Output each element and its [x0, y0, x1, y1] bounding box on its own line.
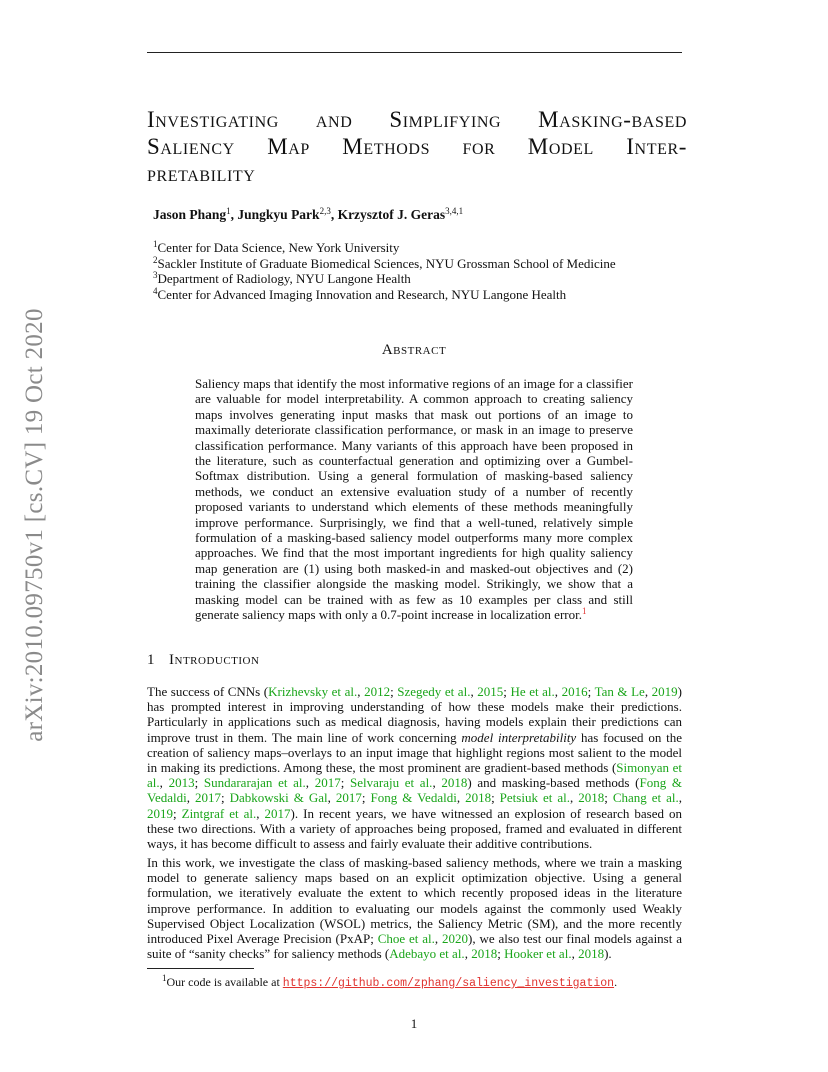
- emphasis-text: model interpretability: [461, 729, 577, 745]
- footnote-rule: [147, 968, 254, 969]
- paragraph-text: ;: [220, 790, 230, 806]
- footnote-link[interactable]: [582, 607, 587, 622]
- author-affil-mark: 3,4,1: [445, 206, 464, 216]
- paragraph-text: ), we also test our final models against a suite of “sanity checks” for saliency methods (: [147, 931, 682, 962]
- citation-link[interactable]: 2019: [651, 684, 678, 699]
- citation-link[interactable]: 2018: [471, 946, 498, 962]
- title-line: Investigating and Simplifying Masking-based: [147, 107, 687, 132]
- citation-link[interactable]: Krizhevsky et al.: [268, 684, 358, 699]
- citation-link[interactable]: 2017: [264, 805, 291, 821]
- citation-link[interactable]: 2012: [364, 684, 391, 699]
- title-line: pretability: [147, 161, 256, 186]
- paragraph-text: ,: [432, 775, 442, 791]
- citation-link[interactable]: Simonyan et al.: [147, 760, 682, 791]
- footnote-mark: 1: [581, 606, 587, 617]
- citation-link[interactable]: 2017: [335, 790, 362, 806]
- paragraph-text: ,: [456, 790, 466, 806]
- affiliation-mark: 2: [153, 254, 158, 265]
- paragraph-text: ;: [390, 684, 398, 699]
- paragraph-text: ).: [604, 946, 612, 962]
- citation-link[interactable]: 2018: [578, 946, 605, 962]
- paragraph-text: ) and masking-based methods (: [467, 775, 640, 791]
- paragraph-text: ,: [644, 684, 652, 699]
- paragraph-text: ) has prompted interest in improving understanding of how these models make their predictions. Particularly in applications such as medical diagnosis, having models explain their predictions can improve trust in them. The main line of work concerning: [147, 684, 682, 745]
- paragraph-text: ,: [464, 946, 472, 962]
- code-repo-link[interactable]: https://github.com/zphang/saliency_investigation: [282, 977, 615, 990]
- paragraph-text: ,: [571, 946, 579, 962]
- author-separator: ,: [230, 207, 238, 222]
- affiliation: [153, 256, 616, 272]
- paragraph-text: The success of CNNs (: [147, 684, 269, 699]
- affiliation-text: Sackler Institute of Graduate Biomedical Sciences, NYU Grossman School of Medicine: [157, 255, 616, 271]
- footnote-end: .: [614, 975, 618, 989]
- citation-link[interactable]: 2015: [477, 684, 504, 699]
- citation-link[interactable]: 2018: [465, 790, 492, 806]
- affiliation-mark: 1: [153, 239, 158, 249]
- citation-link[interactable]: Choe et al.: [377, 931, 435, 947]
- paragraph-text: ,: [256, 805, 265, 821]
- citation-link[interactable]: He et al.: [510, 684, 555, 699]
- paragraph-text: ;: [194, 775, 204, 791]
- citation-link[interactable]: 2017: [194, 790, 221, 806]
- citation-link[interactable]: Dabkowski & Gal: [229, 790, 328, 806]
- paragraph-text: ;: [604, 790, 613, 806]
- paragraph-text: ). In recent years, we have witnessed an explosion of research based on these two directions. With a variety of approaches being proposed, framed and evaluated in different ways, it has become difficult to assess and fairly evaluate their additive contributions.: [147, 805, 683, 852]
- paragraph-text: ,: [434, 931, 443, 947]
- arxiv-identifier: arXiv:2010.09750v1 [cs.CV] 19 Oct 2020: [21, 308, 48, 742]
- citation-link[interactable]: 2018: [441, 775, 468, 791]
- citation-link[interactable]: Petsiuk et al.: [499, 790, 570, 806]
- citation-link[interactable]: Tan & Le: [594, 684, 645, 699]
- paragraph-text: ;: [587, 684, 595, 699]
- paragraph-text: has focused on the creation of saliency maps–overlays to an input image that highlight regions most salient to the model in making its predictions. Among these, the most prominent are gradient-based methods (: [147, 729, 683, 776]
- footnote-text: Our code is available at: [166, 975, 283, 989]
- author-list: [153, 207, 463, 223]
- title-line: Saliency Map Methods for Model Inter-: [147, 134, 687, 159]
- paragraph-text: In this work, we investigate the class of masking-based saliency methods, where we train a masking model to generate saliency maps based on an explicit optimization objective. Using a general formulation, we iteratively evaluate the extent to which recently proposed ideas in the literature improve performance. In addition to evaluating our models against the commonly used Weakly Supervised Object Localization (WSOL) metrics, the Saliency Metric (SM), and the more recently introduced Pixel Average Precision (PxAP;: [147, 855, 682, 947]
- paragraph-text: ;: [361, 790, 371, 806]
- citation-link[interactable]: 2019: [147, 805, 173, 821]
- page-number: 1: [410, 1016, 418, 1031]
- paragraph-text: ,: [186, 790, 195, 806]
- citation-link[interactable]: Sundararajan et al.: [203, 775, 306, 791]
- author-name: Krzysztof J. Geras: [337, 207, 446, 222]
- citation-link[interactable]: Fong & Vedaldi: [147, 775, 683, 806]
- paragraph-text: ;: [340, 775, 350, 791]
- paragraph-text: ,: [569, 790, 579, 806]
- paragraph-text: ,: [678, 790, 682, 806]
- section-number: 1: [147, 652, 155, 668]
- author-name: Jungkyu Park: [237, 207, 320, 222]
- affiliation-mark: 4: [153, 285, 158, 296]
- author-affil-mark: 2,3: [319, 206, 331, 216]
- paragraph-text: ;: [503, 684, 511, 699]
- affiliation: [153, 240, 616, 256]
- citation-link[interactable]: Fong & Vedaldi: [370, 790, 457, 806]
- affiliation-text: Center for Data Science, New York University: [157, 240, 400, 255]
- paragraph-text: ,: [159, 775, 169, 791]
- citation-link[interactable]: Adebayo et al.: [389, 946, 465, 962]
- author-affil-mark: 1: [226, 206, 231, 216]
- affiliation-text: Department of Radiology, NYU Langone Health: [157, 271, 411, 286]
- abstract-text: [195, 376, 633, 623]
- affiliation: [153, 271, 616, 287]
- footnote-number: 1: [162, 973, 167, 983]
- paragraph-text: ,: [554, 684, 562, 699]
- citation-link[interactable]: Hooker et al.: [504, 946, 572, 962]
- citation-link[interactable]: 2020: [442, 931, 469, 947]
- citation-link[interactable]: 2016: [561, 684, 588, 699]
- arxiv-sidebar: [18, 290, 52, 760]
- paper-title: [147, 106, 687, 187]
- abstract-heading: Abstract: [381, 342, 447, 358]
- citation-link[interactable]: Zintgraf et al.: [181, 805, 257, 821]
- citation-link[interactable]: Chang et al.: [612, 790, 679, 806]
- paragraph-text: ;: [173, 805, 182, 821]
- citation-link[interactable]: Selvaraju et al.: [349, 775, 433, 791]
- author-name: Jason Phang: [153, 207, 227, 222]
- citation-link[interactable]: 2017: [314, 775, 341, 791]
- footnote: [162, 975, 617, 990]
- section-heading: [147, 652, 259, 669]
- paragraph-text: ;: [491, 790, 500, 806]
- abstract-body-text: Saliency maps that identify the most informative regions of an image for a classifier are valuable for model interpretability. A common approach to creating saliency maps involves generating input masks that mask out portions of an image to maximally deteriorate classification performance, or mask in an image to preserve classification performance. Many variants of this approach have been proposed in the literature, such as counterfactual generation and optimizing over a Gumbel-Softmax distribution. Using a general formulation of masking-based saliency methods, we conduct an extensive evaluation study of a number of recently proposed variants to understand which elements of these methods meaningfully improve performance. Surprisingly, we find that a well-tuned, relatively simple formulation of a masking-based saliency model outperforms many more complex approaches. We find that the most important ingredients for high quality saliency map generation are (1) using both masked-in and masked-out objectives and (2) training the classifier alongside the masking model. Strikingly, we show that a masking model can be trained with as few as 10 examples per class and still generate saliency maps with only a 0.7-point increase in localization error.: [195, 376, 633, 623]
- paragraph-text: ,: [470, 684, 478, 699]
- section-title: Introduction: [169, 652, 260, 668]
- citation-link[interactable]: Szegedy et al.: [397, 684, 471, 699]
- paragraph-text: ;: [497, 946, 505, 962]
- affiliation: [153, 287, 616, 303]
- paragraph-text: ,: [357, 684, 365, 699]
- author-separator: ,: [330, 207, 338, 222]
- affiliation-mark: 3: [153, 270, 158, 280]
- citation-link[interactable]: 2013: [168, 775, 195, 791]
- paragraph-text: ,: [327, 790, 336, 806]
- affiliation-text: Center for Advanced Imaging Innovation and Research, NYU Langone Health: [157, 286, 567, 302]
- intro-paragraph-2: [147, 855, 682, 961]
- intro-paragraph-1: [147, 684, 682, 851]
- paragraph-text: ,: [305, 775, 315, 791]
- top-rule: [147, 52, 682, 53]
- affiliation-list: [153, 240, 616, 302]
- citation-link[interactable]: 2018: [578, 790, 605, 806]
